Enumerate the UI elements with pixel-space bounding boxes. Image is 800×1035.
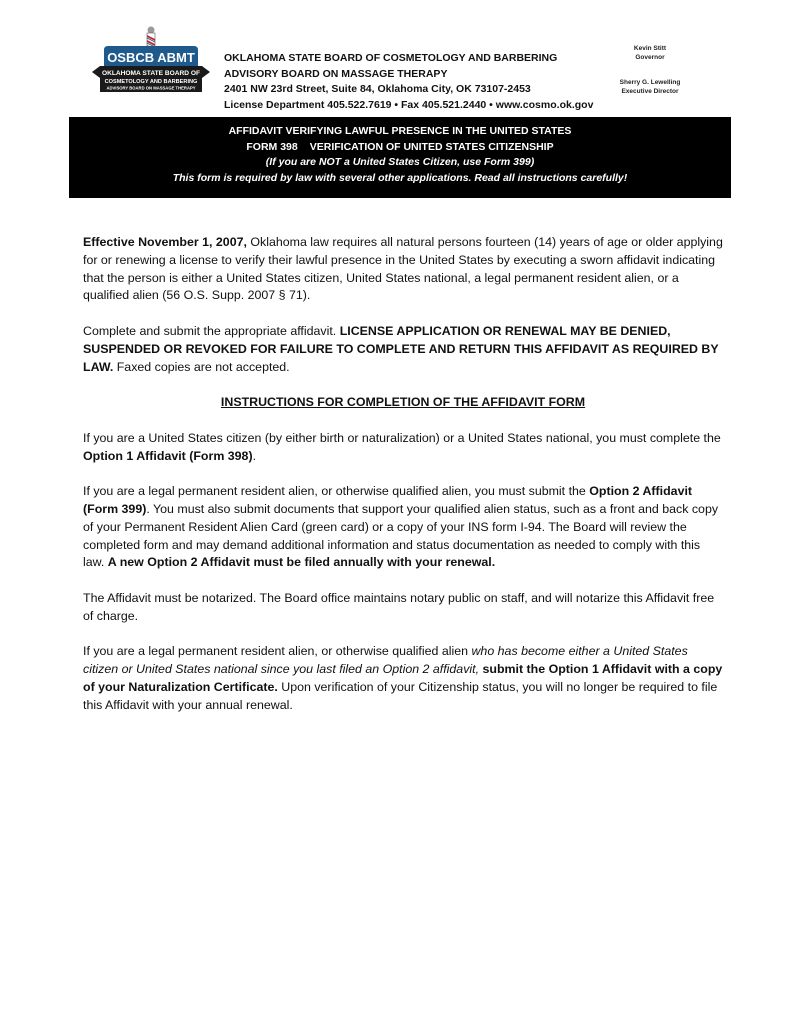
director-title: Executive Director (621, 88, 679, 95)
logo-badge-text: OSBCB ABMT (107, 50, 195, 65)
form-title: VERIFICATION OF UNITED STATES CITIZENSHIP (309, 140, 554, 153)
effective-date-text: Oklahoma law requires all natural persons fourteen (14) years of age or older applying for or renewing a license to verify their lawful presence in the United States by executing a sworn affidavit indicating that the person is either a United States citizen, United States national, a legal permanent resident alien, or a qualified alien (56 O.S. Supp. 2007 § 71). (83, 235, 723, 303)
effective-date-paragraph (83, 234, 723, 305)
effective-date: Effective November 1, 2007, (83, 235, 247, 249)
banner-required-note: This form is required by law with several other applications. Read all instructions carefully! (172, 171, 628, 184)
option1-form: Option 1 Affidavit (Form 398) (83, 448, 253, 463)
annual-renewal-note: A new Option 2 Affidavit must be filed annually with your renewal. (107, 555, 496, 570)
director-name: Sherry G. Lewelling (619, 79, 681, 86)
option2-paragraph (83, 483, 723, 572)
banner-form-line (69, 140, 731, 156)
form-number: FORM 398 (246, 140, 298, 153)
naturalization-text: If you are a legal permanent resident alien, or otherwise qualified alien (83, 644, 472, 659)
agency-header (224, 51, 593, 113)
naturalization-paragraph (83, 643, 723, 714)
agency-contact: License Department 405.522.7619 • Fax 405.521.2440 • www.cosmo.ok.gov (224, 98, 594, 111)
notary-paragraph: The Affidavit must be notarized. The Board office maintains notary public on staff, and will notarize this Affidavit free of charge. (83, 590, 715, 623)
banner-non-citizen-note: (If you are NOT a United States Citizen, use Form 399) (265, 156, 535, 168)
naturalization-instruction: submit the Option 1 Affidavit with a copy of your Naturalization Certificate. (83, 662, 723, 694)
banner-affidavit-title: AFFIDAVIT VERIFYING LAWFUL PRESENCE IN THE UNITED STATES (228, 125, 572, 137)
naturalization-condition: who has become either a United States citizen or United States national since you last filed an Option 2 affidavit, (83, 644, 688, 677)
officials-block (606, 44, 694, 96)
instructions-heading: INSTRUCTIONS FOR COMPLETION OF THE AFFIDAVIT FORM (220, 395, 586, 410)
submit-affidavit-paragraph (83, 323, 723, 376)
logo-ribbon-line3: ADVISORY BOARD ON MASSAGE THERAPY (106, 85, 196, 91)
form-title-banner (69, 117, 731, 198)
logo-ribbon-line2: COSMETOLOGY AND BARBERING (104, 79, 198, 85)
naturalization-tail: Upon verification of your Citizenship status, you will no longer be required to file this Affidavit with your annual renewal. (83, 679, 718, 712)
option1-tail: . (252, 448, 257, 463)
option1-text: If you are a United States citizen (by either birth or naturalization) or a United States national, you must complete the (83, 430, 721, 445)
logo-ribbon-line1: OKLAHOMA STATE BOARD OF (101, 70, 201, 77)
advisory-board-name: ADVISORY BOARD ON MASSAGE THERAPY (224, 67, 448, 80)
submit-text: Complete and submit the appropriate affidavit. (83, 323, 340, 338)
fax-note: Faxed copies are not accepted. (113, 359, 290, 374)
agency-name: OKLAHOMA STATE BOARD OF COSMETOLOGY AND BARBERING (224, 52, 558, 64)
governor-title: Governor (635, 54, 665, 61)
option2-form: Option 2 Affidavit (Form 399) (83, 484, 693, 516)
governor-name: Kevin Stitt (633, 45, 667, 52)
option2-details: . You must also submit documents that support your qualified alien status, such as a front and back copy of your Permanent Resident Alien Card (green card) or a copy of your INS form I-94. The Board will review the completed form and may demand additional information and status documentation as needed to comply with this law. (83, 501, 719, 570)
form-instructions-body (83, 234, 723, 732)
option2-text: If you are a legal permanent resident alien, or otherwise qualified alien, you must submit the (83, 484, 590, 499)
agency-address: 2401 NW 23rd Street, Suite 84, Oklahoma City, OK 73107-2453 (224, 83, 531, 95)
option1-paragraph (83, 430, 723, 466)
denial-warning: LICENSE APPLICATION OR RENEWAL MAY BE DENIED, SUSPENDED OR REVOKED FOR FAILURE TO COMPLETE AND RETURN THIS AFFIDAVIT AS REQUIRED BY LAW. (83, 323, 719, 374)
osbcb-abmt-logo (90, 26, 212, 96)
